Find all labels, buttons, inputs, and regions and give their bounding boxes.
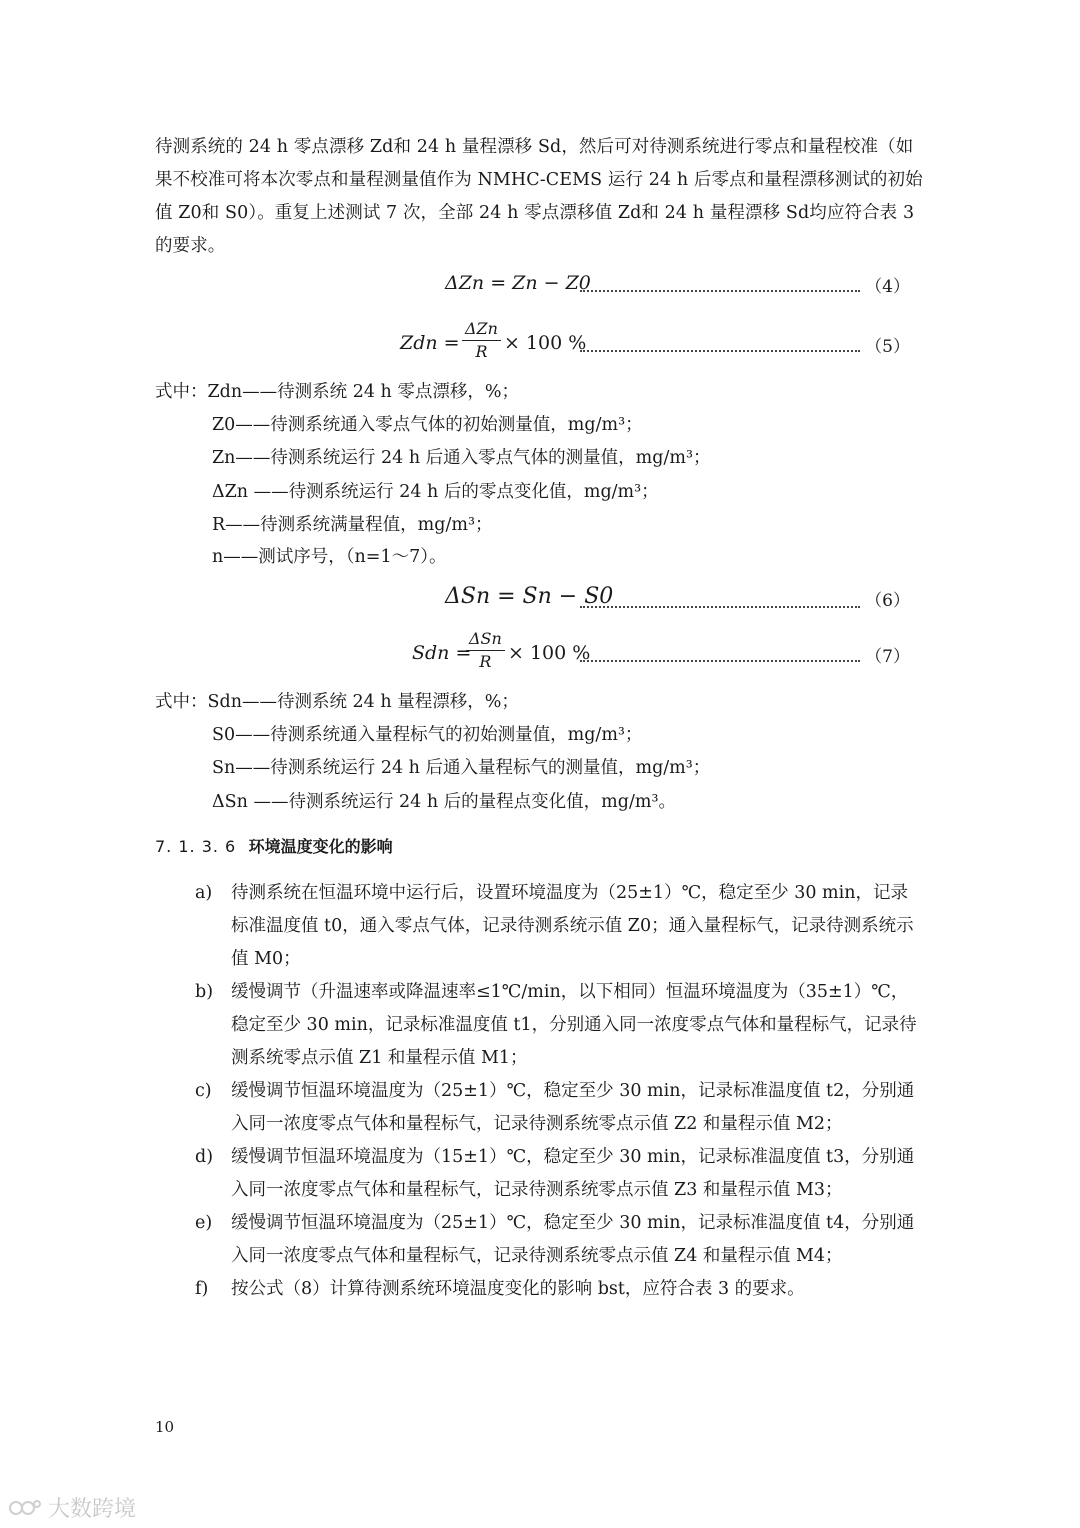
equation-4-leader bbox=[580, 276, 860, 292]
step-e-label: e) bbox=[195, 1213, 213, 1233]
equation-6-expression: ΔSn = Sn − S0 bbox=[445, 584, 614, 609]
page-number: 10 bbox=[155, 1418, 175, 1436]
equation-5-number: （5） bbox=[865, 337, 910, 357]
watermark bbox=[8, 1492, 136, 1523]
step-f-label: f) bbox=[195, 1279, 209, 1299]
definitions-1-head: 式中：Zdn——待测系统 24 h 零点漂移，%； bbox=[155, 382, 519, 402]
definition-r: R——待测系统满量程值，mg/m³； bbox=[212, 515, 493, 535]
section-heading bbox=[155, 834, 393, 857]
section-number: 7. 1. 3. 6 bbox=[155, 837, 237, 856]
equation-4 bbox=[400, 272, 920, 312]
equation-5-rhs: × 100 % bbox=[504, 332, 587, 354]
step-c bbox=[195, 1075, 925, 1141]
step-d-label: d) bbox=[195, 1147, 214, 1167]
equation-7-lhs: Sdn = bbox=[412, 642, 472, 664]
definition-z0: Z0——待测系统通入零点气体的初始测量值，mg/m³； bbox=[212, 415, 643, 435]
step-e-text: 缓慢调节恒温环境温度为（25±1）℃，稳定至少 30 min，记录标准温度值 t4，分别通入同一浓度零点气体和量程标气，记录待测系统零点示值 Z4 和量程示值 M4； bbox=[231, 1213, 915, 1266]
step-d-text: 缓慢调节恒温环境温度为（15±1）℃，稳定至少 30 min，记录标准温度值 t3，分别通入同一浓度零点气体和量程标气，记录待测系统零点示值 Z3 和量程示值 M3； bbox=[231, 1147, 915, 1200]
equation-7 bbox=[400, 628, 920, 684]
step-e bbox=[195, 1207, 925, 1273]
step-b-text: 缓慢调节（升温速率或降温速率≤1℃/min，以下相同）恒温环境温度为（35±1）℃，稳定至少 30 min，记录标准温度值 t1，分别通入同一浓度零点气体和量程标气，记录待测系统零点示值 Z1 和量程示值 M1； bbox=[231, 982, 917, 1068]
definition-delta-zn: ΔZn ——待测系统运行 24 h 后的零点变化值，mg/m³； bbox=[212, 482, 659, 502]
equation-5-leader bbox=[580, 336, 860, 352]
equation-7-numerator: ΔSn bbox=[466, 628, 505, 651]
definitions-2-head: 式中：Sdn——待测系统 24 h 量程漂移，%； bbox=[155, 692, 519, 712]
step-b-label: b) bbox=[195, 982, 214, 1002]
step-a bbox=[195, 877, 925, 976]
equation-7-rhs: × 100 % bbox=[508, 642, 591, 664]
equation-5-numerator: ΔZn bbox=[462, 318, 501, 341]
equation-4-number: （4） bbox=[865, 277, 910, 297]
step-c-label: c) bbox=[195, 1081, 212, 1101]
section-title: 环境温度变化的影响 bbox=[248, 837, 393, 856]
equation-7-number: （7） bbox=[865, 647, 910, 667]
equation-5 bbox=[400, 318, 920, 374]
step-c-text: 缓慢调节恒温环境温度为（25±1）℃，稳定至少 30 min，记录标准温度值 t2，分别通入同一浓度零点气体和量程标气，记录待测系统零点示值 Z2 和量程示值 M2； bbox=[231, 1081, 915, 1134]
intro-paragraph: 待测系统的 24 h 零点漂移 Zd和 24 h 量程漂移 Sd，然后可对待测系统进行零点和量程校准（如果不校准可将本次零点和量程测量值作为 NMHC-CEMS 运行 24 h 后零点和量程漂移测试的初始值 Z0和 S0）。重复上述测试 7 次，全部 24 h 零点漂移值 Zd和 24 h 量程漂移 Sd均应符合表 3 的要求。 bbox=[155, 137, 923, 256]
definition-s0: S0——待测系统通入量程标气的初始测量值，mg/m³； bbox=[212, 725, 643, 745]
equation-5-denominator: R bbox=[475, 342, 488, 361]
step-a-label: a) bbox=[195, 883, 213, 903]
watermark-logo-icon bbox=[8, 1496, 42, 1520]
definition-sn: Sn——待测系统运行 24 h 后通入量程标气的测量值，mg/m³； bbox=[212, 758, 711, 778]
step-d bbox=[195, 1141, 925, 1207]
equation-7-leader bbox=[580, 646, 860, 662]
definition-n: n——测试序号，（n=1～7）。 bbox=[212, 547, 447, 567]
step-b bbox=[195, 976, 925, 1075]
step-f bbox=[195, 1273, 925, 1306]
equation-6-number: （6） bbox=[865, 591, 910, 611]
definition-delta-sn: ΔSn ——待测系统运行 24 h 后的量程点变化值，mg/m³。 bbox=[212, 792, 676, 812]
equation-6-leader bbox=[580, 592, 860, 608]
watermark-text: 大数跨境 bbox=[48, 1497, 137, 1522]
equation-5-lhs: Zdn = bbox=[400, 332, 460, 354]
equation-7-fraction bbox=[466, 628, 505, 673]
step-f-text: 按公式（8）计算待测系统环境温度变化的影响 bst，应符合表 3 的要求。 bbox=[231, 1279, 805, 1299]
equation-7-denominator: R bbox=[479, 652, 492, 671]
equation-6 bbox=[400, 584, 920, 624]
equation-4-expression: ΔZn = Zn − Z0 bbox=[445, 272, 591, 294]
definition-zn: Zn——待测系统运行 24 h 后通入零点气体的测量值，mg/m³； bbox=[212, 448, 711, 468]
step-a-text: 待测系统在恒温环境中运行后，设置环境温度为（25±1）℃，稳定至少 30 min，记录标准温度值 t0，通入零点气体，记录待测系统示值 Z0；通入量程标气，记录待测系统示值 M0； bbox=[231, 883, 914, 969]
equation-5-fraction bbox=[462, 318, 501, 363]
